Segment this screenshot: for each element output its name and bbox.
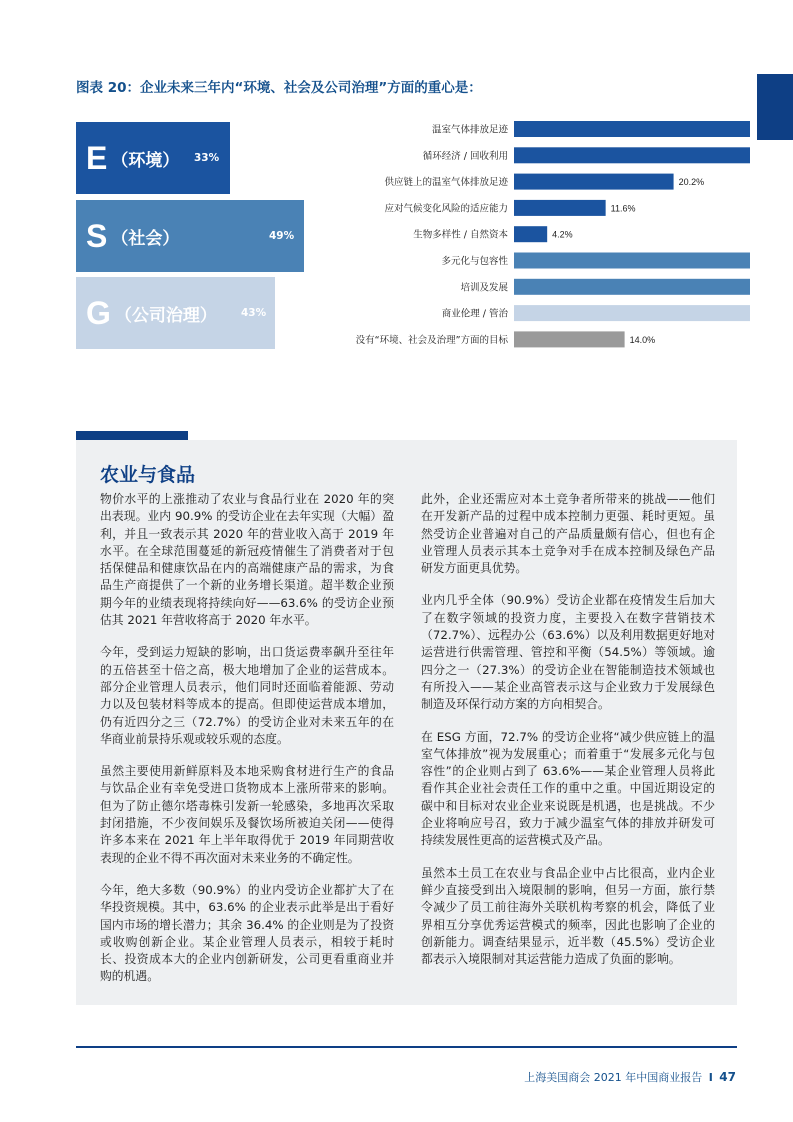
esg-box-environment [76,122,230,194]
footer-rule [76,1046,737,1048]
esg-pct-social: 49% [269,230,295,242]
category-label: 供应链上的温室气体排放足迹 [384,177,508,189]
section-accent-bar [76,431,188,440]
footer-report-title: 上海美国商会 2021 年中国商业报告 [524,1071,703,1084]
bar [514,174,674,190]
paragraph: 今年，受到运力短缺的影响，出口货运费率飙升至往年的五倍甚至十倍之高，极大地增加了企业的运营成本。部分企业管理人员表示，他们同时还面临着能源、劳动力以及包装材料等成本的提高。但即使运营成本增加，仍有近四分之三（72.7%）的受访企业对未来五年的在华商业前景持乐观或较乐观的态度。 [100,645,394,746]
page-number: 47 [719,1070,736,1084]
esg-box-governance [76,277,275,349]
paragraph: 虽然主要使用新鲜原料及本地采购食材进行生产的食品与饮品企业有幸免受进口货物成本上涨所带来的影响。但为了防止德尔塔毒株引发新一轮感染，多地再次采取封闭措施，不少夜间娱乐及餐饮场所被迫关闭——使得许多本来在 2021 年上半年取得优于 2019 年同期营收表现的企业不得不再次面对未来业务的不确定性。 [100,764,394,865]
paragraph: 此外，企业还需应对本土竞争者所带来的挑战——他们在开发新产品的过程中成本控制力更强、耗时更短。虽然受访企业普遍对自己的产品质量颇有信心，但也有企业管理人员表示其本土竞争对手在成本控制及绿色产品研发方面更具优势。 [421,492,715,576]
value-label: 20.2% [678,177,705,188]
footer [524,1069,736,1085]
esg-label-social: （社会） [111,228,180,249]
paragraph: 业内几乎全体（90.9%）受访企业都在疫情发生后加大了在数字领域的投资力度，主要投入在数字营销技术（72.7%）、远程办公（63.6%）以及利用数据更好地对运营进行供需管理、管控和平衡（54.5%）等领域。逾四分之一（27.3%）的受访企业在智能制造技术领域也有所投入——某企业高管表示这与企业致力于发展绿色制造及环保行动方案的方向相契合。 [421,593,715,712]
footer-separator: I [708,1071,713,1084]
category-label: 生物多样性 / 自然资本 [413,229,508,241]
esg-label-governance: （公司治理） [114,305,217,326]
right-column [421,491,715,983]
value-label: 4.2% [552,229,573,240]
bar [514,200,606,216]
category-label: 温室气体排放足迹 [431,124,508,136]
bar [514,147,750,163]
paragraph: 虽然本土员工在农业与食品企业中占比很高，业内企业鲜少直接受到出入境限制的影响，但另一方面，旅行禁令减少了员工前往海外关联机构考察的机会，降低了业界相互分享优秀运营模式的频率，因此也影响了企业的创新能力。调查结果显示，近半数（45.5%）受访企业都表示入境限制对其运营能力造成了负面的影响。 [421,865,715,967]
value-label: 11.6% [610,203,636,214]
chapter-edge-tab [757,74,793,140]
bar [514,305,750,321]
esg-box-social [76,200,304,272]
esg-label-environment: （环境） [111,150,180,171]
category-label: 没有“环境、社会及治理”方面的目标 [355,334,508,346]
paragraph: 今年，绝大多数（90.9%）的业内受访企业都扩大了在华投资规模。其中，63.6% 的企业表示此举是出于看好国内市场的增长潜力；其余 36.4% 的企业则是为了投资或收购创新企业。某企业管理人员表示，相较于耗时长、投资成本大的企业内创新研发，公司更看重商业并购的机遇。 [100,882,394,984]
category-label: 应对气候变化风险的适应能力 [384,203,508,215]
esg-pct-environment: 33% [194,152,220,164]
esg-pct-governance: 43% [241,307,267,319]
left-column [100,491,394,1001]
esg-letter-g: G [86,295,111,331]
paragraph: 在 ESG 方面，72.7% 的受访企业将“减少供应链上的温室气体排放”视为发展重心；而着重于“发展多元化与包容性”的企业则占到了 63.6%——某企业管理人员将此看作其企业社会责任工作的重中之重。中国近期设定的碳中和目标对农业企业来说既是机遇，也是挑战。不少企业将响应号召，致力于减少温室气体的排放并研发可持续发展性更高的运营模式及产品。 [421,729,715,848]
esg-letter-e: E [86,140,108,176]
esg-focus-bar-chart [310,112,750,357]
figure-title: 图表 20：企业未来三年内“环境、社会及公司治理”方面的重心是： [76,80,482,96]
value-label: 14.0% [629,334,656,345]
section-title: 农业与食品 [100,464,196,486]
bar [514,121,750,137]
category-label: 循环经济 / 回收利用 [422,150,508,162]
bar [514,226,547,242]
category-label: 培训及发展 [460,282,508,294]
category-label: 多元化与包容性 [441,256,508,267]
category-label: 商业伦理 / 管治 [441,308,508,320]
esg-letter-s: S [86,218,108,254]
bar [514,253,750,269]
bar [514,279,750,295]
bar [514,331,625,347]
paragraph: 物价水平的上涨推动了农业与食品行业在 2020 年的突出表现。业内 90.9% 的受访企业在去年实现（大幅）盈利，并且一致表示其 2020 年的营业收入高于 2019 年水平。在全球范围蔓延的新冠疫情催生了消费者对于包括保健品和健康饮品在内的高端健康产品的需求，为食品生产商提供了一个新的业务增长渠道。超半数企业预期今年的业绩表现将持续向好——63.6% 的受访企业预估其 2021 年营收将高于 2020 年水平。 [100,492,394,628]
